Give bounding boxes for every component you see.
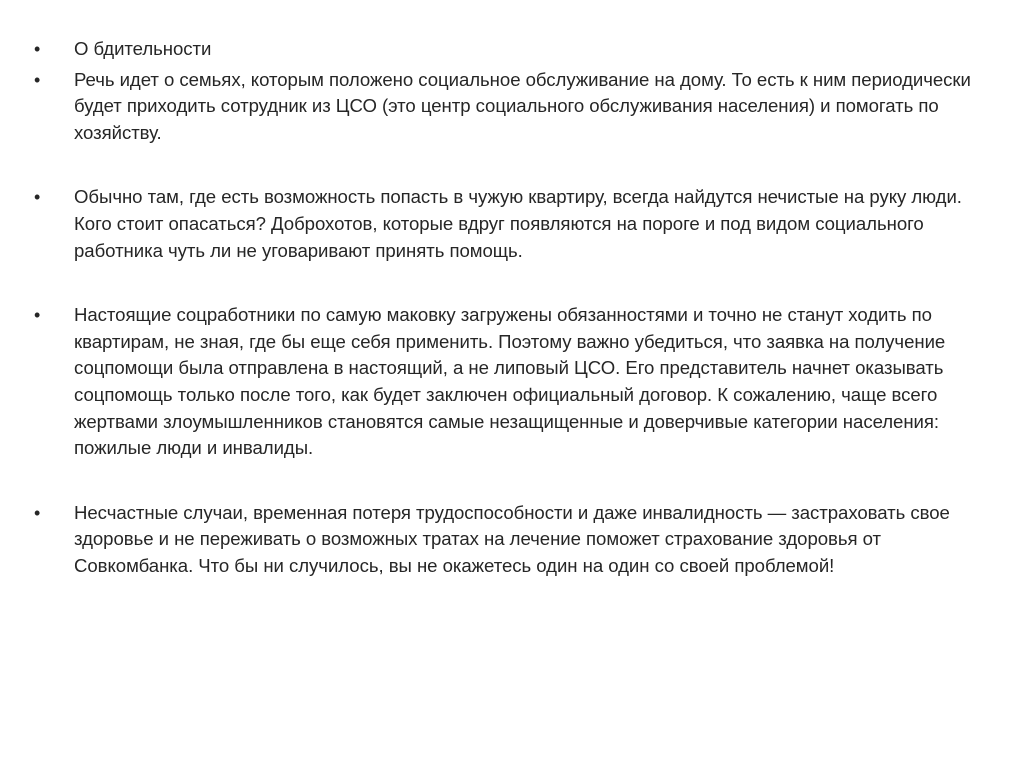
bullet-item xyxy=(34,67,974,147)
bullet-item xyxy=(34,302,974,462)
bullet-item xyxy=(34,500,974,580)
bullet-marker: • xyxy=(34,69,41,90)
bullet-item xyxy=(34,184,974,264)
bullet-text: Речь идет о семьях, которым положено социальное обслуживание на дому. То есть к ним периодически будет приходить сотрудник из ЦСО (это центр социального обслуживания населения) и помогать по хозяйству. xyxy=(74,68,971,143)
bullet-text: Настоящие соцработники по самую маковку загружены обязанностями и точно не станут ходить по квартирам, не зная, где бы еще себя применить. Поэтому важно убедиться, что заявка на получение соцпомощи была отправлена в настоящий, а не липовый ЦСО. Его представитель начнет оказывать соцпомощь только после того, как будет заключен официальный договор. К сожалению, чаще всего жертвами злоумышленников становятся самые незащищенные и доверчивые категории населения: пожилые люди и инвалиды. xyxy=(74,304,946,459)
bullet-list xyxy=(34,36,974,580)
bullet-marker: • xyxy=(34,39,41,59)
bullet-marker: • xyxy=(34,502,41,523)
bullet-item xyxy=(34,36,974,63)
bullet-text-heading: О бдительности xyxy=(74,38,212,59)
bullet-marker: • xyxy=(34,187,41,208)
bullet-text: Несчастные случаи, временная потеря трудоспособности и даже инвалидность — застраховать свое здоровье и не переживать о возможных тратах на лечение поможет страхование здоровья от Совкомбанка. Что бы ни случилось, вы не окажетесь один на один со своей проблемой! xyxy=(74,501,950,576)
bullet-text: Обычно там, где есть возможность попасть в чужую квартиру, всегда найдутся нечистые на руку люди. Кого стоит опасаться? Доброхотов, которые вдруг появляются на пороге и под видом социального работника чуть ли не уговаривают принять помощь. xyxy=(74,186,962,261)
bullet-marker: • xyxy=(34,305,41,326)
